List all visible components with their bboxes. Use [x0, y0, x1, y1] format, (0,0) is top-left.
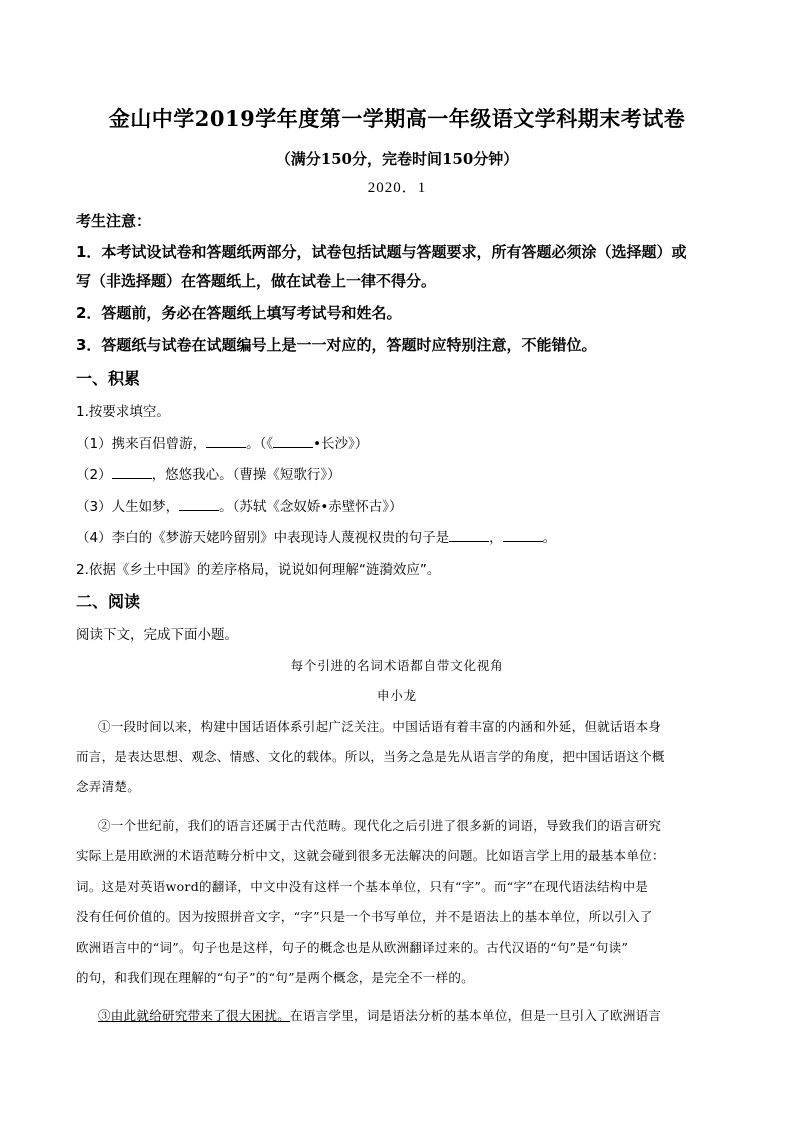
notice-item-1-line-1: 1．本考试设试卷和答题纸两部分，试卷包括试题与答题要求，所有答题必须涂（选择题）或	[76, 243, 687, 261]
question-1-2	[76, 463, 341, 483]
answer-blank[interactable]	[206, 435, 246, 448]
question-1-1	[76, 432, 368, 452]
q1-3-text-b: 。（苏轼《念奴娇•赤壁怀古》）	[219, 499, 403, 515]
question-1: 1.按要求填空。	[76, 404, 170, 420]
notice-item-3: 3．答题纸与试卷在试题编号上是一一对应的，答题时应特别注意，不能错位。	[76, 336, 597, 354]
q1-3-text-a: （3）人生如梦，	[76, 499, 180, 515]
exam-date: 2020．1	[367, 180, 427, 196]
answer-blank[interactable]	[179, 498, 219, 511]
q1-1-text-a: （1）携来百侣曾游，	[76, 436, 207, 452]
q1-4-text-a: （4）李白的《梦游天姥吟留别》中表现诗人蔑视权贵的句子是	[76, 530, 450, 546]
exam-subtitle: （满分150分，完卷时间150分钟）	[275, 150, 519, 168]
article-p3-text: 在语言学里，词是语法分析的基本单位，但是一旦引入了欧洲语言	[290, 1008, 662, 1023]
answer-blank[interactable]	[112, 466, 152, 479]
article-p1-line-2: 而言，是表达思想、观念、情感、文化的载体。所以，当务之急是先从语言学的角度，把中国话语这个概	[76, 749, 665, 764]
notice-item-1-line-2: 写（非选择题）在答题纸上，做在试卷上一律不得分。	[76, 272, 437, 290]
answer-blank[interactable]	[503, 529, 543, 542]
article-p2-line-4: 没有任何价值的。因为按照拼音文字，“字”只是一个书写单位，并不是语法上的基本单位，所以引入了	[76, 909, 653, 924]
article-title: 每个引进的名词术语都自带文化视角	[290, 658, 504, 673]
exam-title: 金山中学2019学年度第一学期高一年级语文学科期末考试卷	[108, 106, 686, 131]
article-p2-line-5: 欧洲语言中的“词”。句子也是这样，句子的概念也是从欧洲翻译过来的。古代汉语的“句”是“句读”	[76, 940, 629, 955]
article-p2-line-6: 的句，和我们现在理解的“句子”的“句”是两个概念，是完全不一样的。	[76, 970, 474, 985]
underlined-sentence: ③由此就给研究带来了很大困扰。	[98, 1008, 291, 1023]
answer-blank[interactable]	[449, 529, 489, 542]
q1-1-text-b: 。（《	[246, 436, 274, 452]
q1-2-text-b: ，悠悠我心。（曹操《短歌行》）	[151, 467, 341, 483]
article-p3-line-1	[98, 1006, 661, 1024]
q1-1-text-c: •长沙》）	[313, 436, 369, 452]
article-p2-line-2: 实际上是用欧洲的术语范畴分析中文，这就会碰到很多无法解决的问题。比如语言学上用的最基本单位：	[76, 848, 665, 863]
question-2: 2.依据《乡土中国》的差序格局，说说如何理解“涟漪效应”。	[76, 562, 441, 578]
notice-item-2: 2．答题前，务必在答题纸上填写考试号和姓名。	[76, 304, 402, 322]
article-p2-line-1: ②一个世纪前，我们的语言还属于古代范畴。现代化之后引进了很多新的词语，导致我们的语言研究	[98, 818, 662, 833]
q1-2-text-a: （2）	[76, 467, 112, 483]
article-author: 申小龙	[377, 688, 417, 703]
reading-instruction: 阅读下文，完成下面小题。	[76, 627, 238, 643]
question-1-3	[76, 495, 403, 515]
question-1-4	[76, 526, 556, 546]
article-p1-line-1: ①一段时间以来，构建中国话语体系引起广泛关注。中国话语有着丰富的内涵和外延，但就话语本身	[98, 719, 662, 734]
article-p2-line-3: 词。这是对英语word的翻译，中文中没有这样一个基本单位，只有“字”。而“字”在现代语法结构中是	[76, 879, 649, 894]
q1-4-text-c: 。	[542, 530, 557, 546]
article-p1-line-3: 念弄清楚。	[76, 779, 141, 794]
answer-blank[interactable]	[273, 435, 313, 448]
q1-4-text-b: ，	[489, 530, 503, 546]
notice-heading: 考生注意：	[76, 212, 152, 230]
section-1-heading: 一、积累	[76, 369, 141, 388]
section-2-heading: 二、阅读	[76, 592, 141, 611]
